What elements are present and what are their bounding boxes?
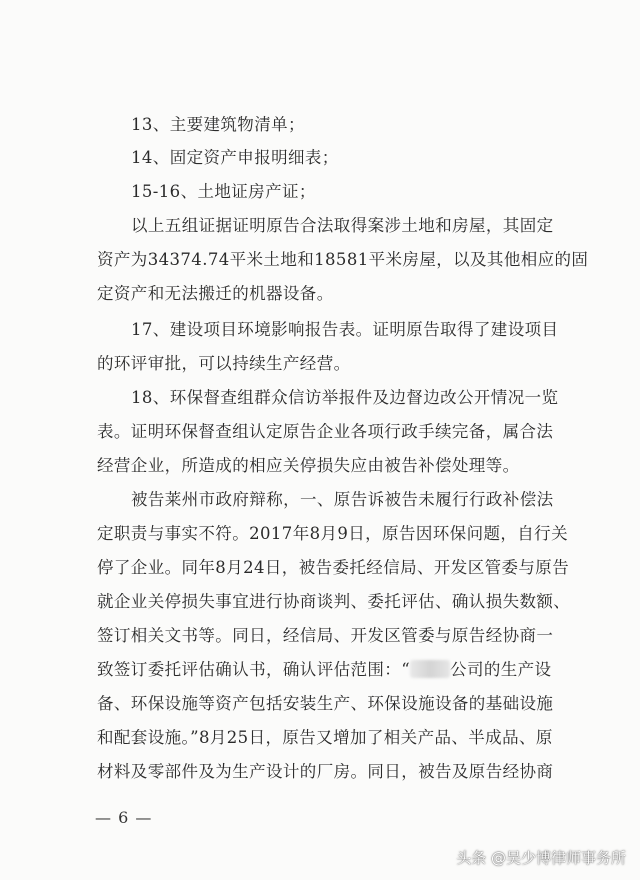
text-line: 15-16、土地证房产证； [131, 182, 316, 201]
text-line: 被告莱州市政府辩称，一、原告诉被告未履行行政补偿法 [131, 490, 554, 509]
page-number: — 6 — [95, 808, 153, 827]
text-line [97, 659, 551, 681]
text-line: 签订相关文书等。同日，经信局、开发区管委与原告经协商一 [97, 626, 554, 645]
text-segment: 公司的生产设 [450, 660, 552, 679]
text-segment: 致签订委托评估确认书，确认评估范围：“ [97, 660, 411, 679]
text-line: 停了企业。同年8月24日，被告委托经信局、开发区管委与原告 [97, 558, 570, 577]
text-line: 和配套设施。”8月25日，原告又增加了相关产品、半成品、原 [97, 728, 553, 747]
text-line: 经营企业，所造成的相应关停损失应由被告补偿处理等。 [97, 456, 520, 475]
text-line: 定职责与事实不符。2017年8月9日，原告因环保问题，自行关 [97, 524, 568, 543]
redaction-blur [410, 660, 450, 678]
text-line: 定资产和无法搬迁的机器设备。 [97, 284, 334, 303]
text-line: 以上五组证据证明原告合法取得案涉土地和房屋，其固定 [131, 216, 554, 235]
text-line: 材料及零部件及为生产设计的厂房。同日，被告及原告经协商 [97, 762, 554, 781]
text-line: 的环评审批，可以持续生产经营。 [97, 354, 351, 373]
text-line: 表。证明环保督查组认定原告企业各项行政手续完备，属合法 [97, 422, 554, 441]
text-line: 就企业关停损失事宜进行协商谈判、委托评估、确认损失数额、 [97, 592, 571, 611]
text-line: 资产为34374.74平米土地和18581平米房屋，以及其他相应的固 [97, 250, 589, 269]
text-line: 18、环保督查组群众信访举报件及边督边改公开情况一览 [131, 388, 559, 407]
text-line: 13、主要建筑物清单； [131, 115, 305, 134]
text-line: 备、环保设施等资产包括安装生产、环保设施设备的基础设施 [97, 694, 554, 713]
watermark-text: 头条 @吴少博律师事务所 [456, 849, 626, 867]
text-line: 17、建设项目环境影响报告表。证明原告取得了建设项目 [131, 320, 559, 339]
text-line: 14、固定资产申报明细表； [131, 148, 339, 167]
